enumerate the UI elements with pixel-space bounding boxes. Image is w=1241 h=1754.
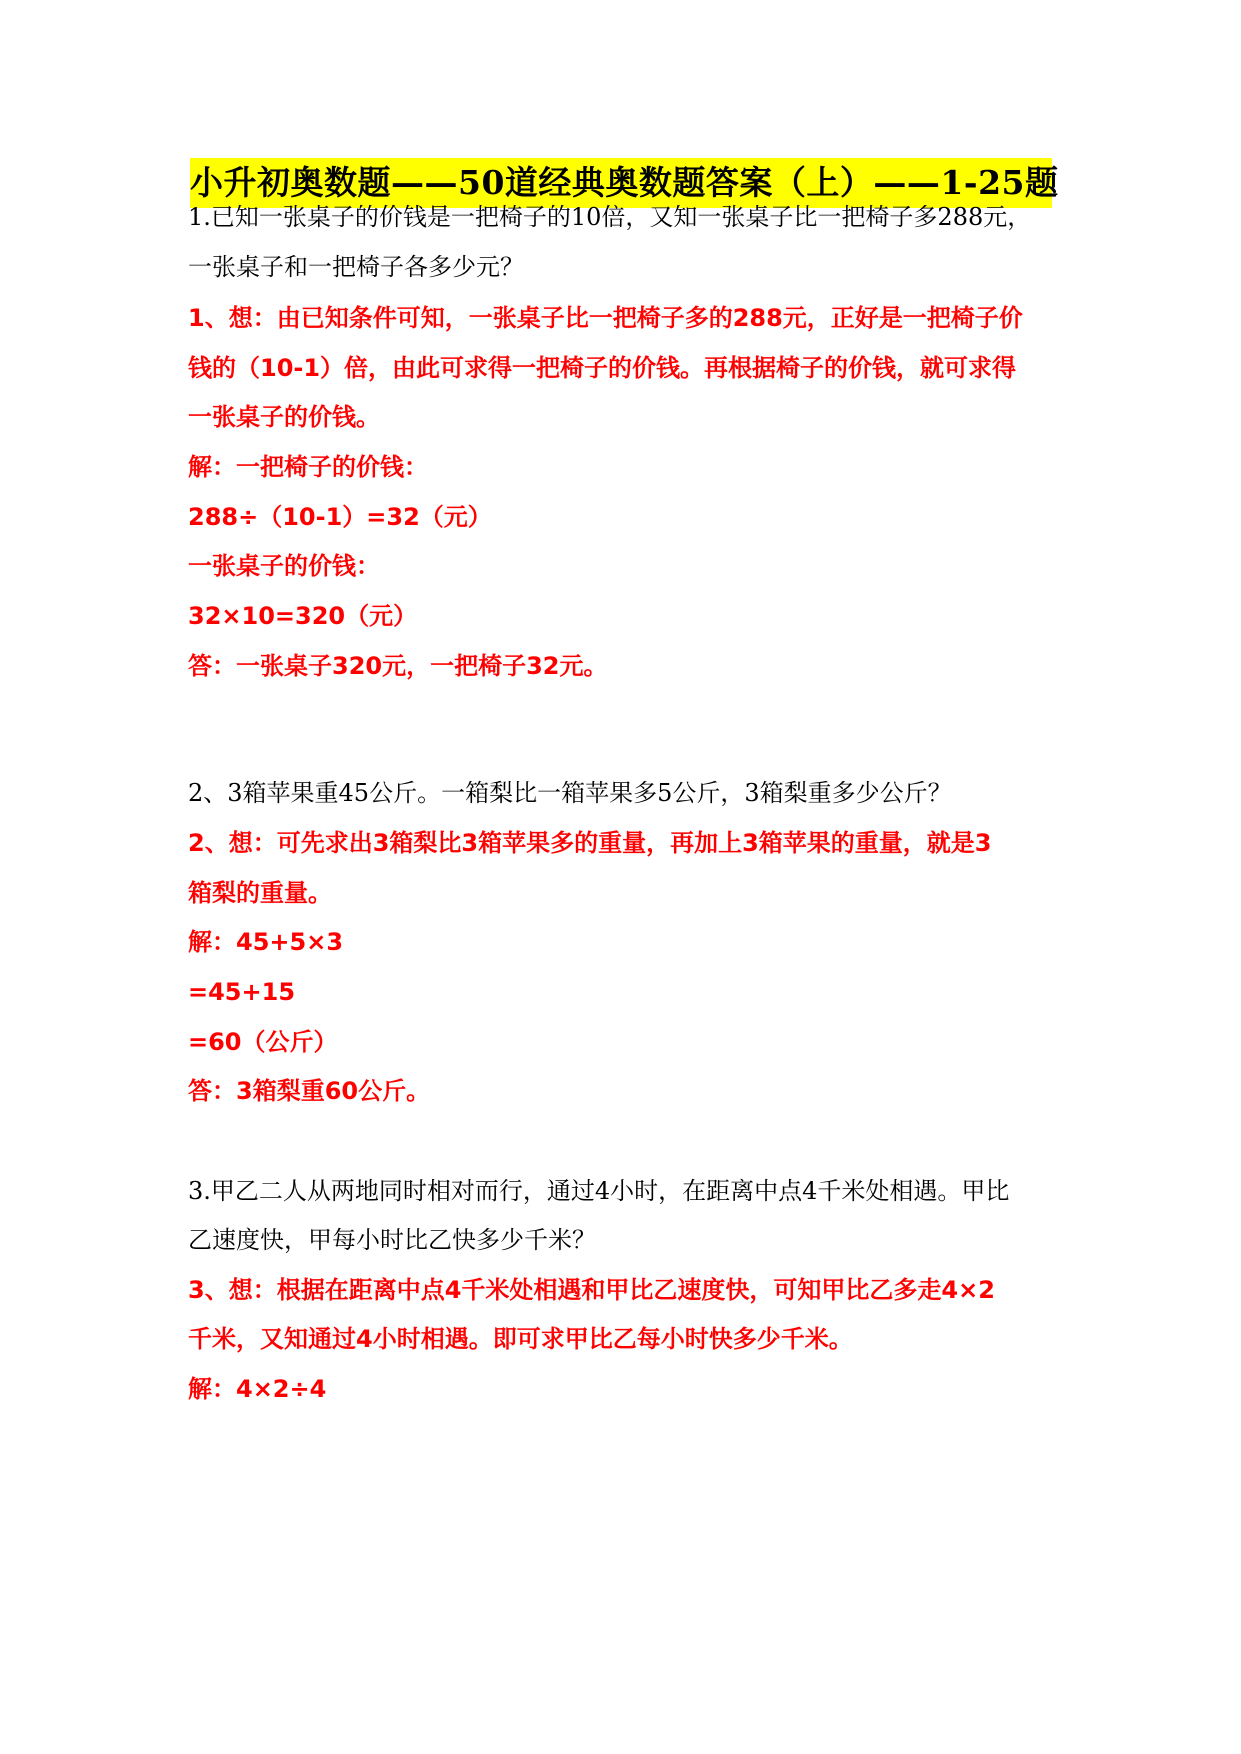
problem-2-answer-line-2: 箱梨的重量。 — [188, 879, 332, 907]
problem-1-answer-line-6: 一张桌子的价钱： — [188, 552, 380, 580]
problem-2-answer-line-6: 答：3箱梨重60公斤。 — [188, 1077, 431, 1105]
problem-1-answer-line-3: 一张桌子的价钱。 — [188, 403, 380, 431]
problem-1-answer-line-7: 32×10=320（元） — [188, 602, 418, 630]
problem-3-question-line-2: 乙速度快，甲每小时比乙快多少千米？ — [188, 1226, 596, 1254]
problem-3-answer-line-3: 解：4×2÷4 — [188, 1375, 327, 1403]
problem-2-answer-line-3: 解：45+5×3 — [188, 928, 344, 956]
problem-1-answer-line-8: 答：一张桌子320元，一把椅子32元。 — [188, 652, 608, 680]
problem-1-question-line-1: 1.已知一张桌子的价钱是一把椅子的10倍，又知一张桌子比一把椅子多288元， — [188, 203, 1032, 231]
problem-3-answer-line-1: 3、想：根据在距离中点4千米处相遇和甲比乙速度快，可知甲比乙多走4×2 — [188, 1276, 995, 1304]
problem-2-answer-line-5: =60（公斤） — [188, 1028, 338, 1056]
problem-1-answer-line-1: 1、想：由已知条件可知，一张桌子比一把椅子多的288元，正好是一把椅子价 — [188, 304, 1023, 332]
problem-2-answer-line-4: =45+15 — [188, 978, 296, 1006]
page-title: 小升初奥数题——50道经典奥数题答案（上）——1-25题 — [190, 163, 1059, 202]
problem-1-answer-line-2: 钱的（10-1）倍，由此可求得一把椅子的价钱。再根据椅子的价钱，就可求得 — [188, 354, 1017, 382]
problem-2-question-line-1: 2、3箱苹果重45公斤。一箱梨比一箱苹果多5公斤，3箱梨重多少公斤？ — [188, 779, 952, 807]
problem-2-answer-line-1: 2、想：可先求出3箱梨比3箱苹果多的重量，再加上3箱苹果的重量，就是3 — [188, 829, 992, 857]
problem-3-answer-line-2: 千米，又知通过4小时相遇。即可求甲比乙每小时快多少千米。 — [188, 1325, 853, 1353]
problem-1-answer-line-5: 288÷（10-1）=32（元） — [188, 503, 492, 531]
problem-1-question-line-2: 一张桌子和一把椅子各多少元？ — [188, 253, 524, 281]
problem-1-answer-line-4: 解：一把椅子的价钱： — [188, 453, 428, 481]
problem-3-question-line-1: 3.甲乙二人从两地同时相对而行，通过4小时，在距离中点4千米处相遇。甲比 — [188, 1177, 1010, 1205]
